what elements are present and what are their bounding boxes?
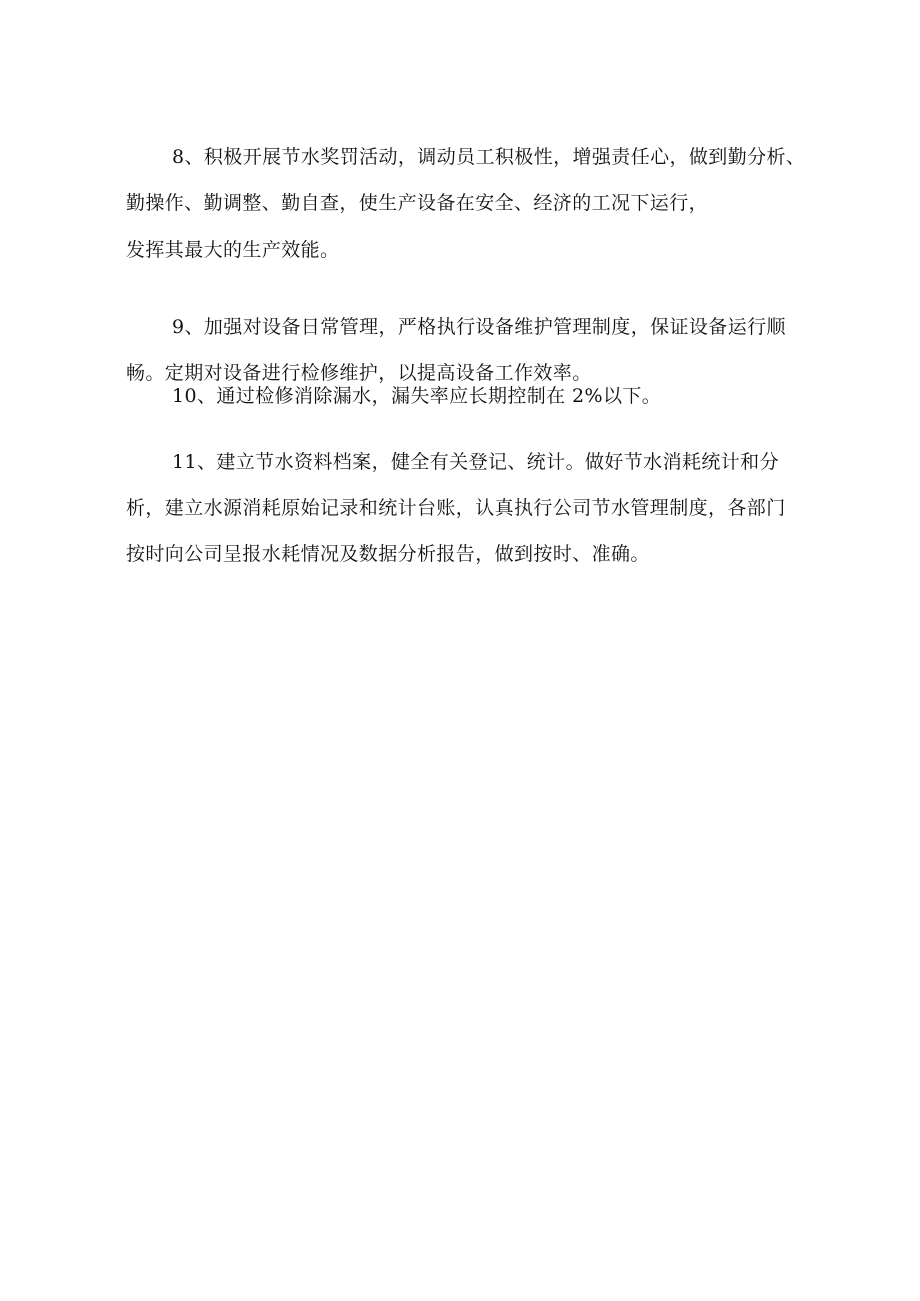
paragraph-10: [126, 381, 826, 411]
paragraph-8-line-1: 8、积极开展节水奖罚活动，调动员工积极性，增强责任心，做到勤分析、: [172, 146, 806, 168]
paragraph-8-line-3: 发挥其最大的生产效能。: [126, 239, 340, 261]
paragraph-11-line-3: 按时向公司呈报水耗情况及数据分析报告，做到按时、准确。: [126, 543, 650, 565]
paragraph-11-line-2: 析，建立水源消耗原始记录和统计台账，认真执行公司节水管理制度，各部门: [126, 497, 786, 519]
paragraph-11: [126, 447, 826, 569]
paragraph-9: [126, 312, 826, 388]
paragraph-11-line-1: 11、建立节水资料档案，健全有关登记、统计。做好节水消耗统计和分: [172, 451, 779, 473]
paragraph-9-line-1: 9、加强对设备日常管理，严格执行设备维护管理制度，保证设备运行顺: [172, 316, 786, 338]
paragraph-8-line-2: 勤操作、勤调整、勤自查，使生产设备在安全、经济的工况下运行，: [126, 192, 709, 214]
paragraph-9-line-2: 畅。定期对设备进行检修维护，以提高设备工作效率。: [126, 362, 592, 384]
paragraph-8: [126, 142, 826, 265]
paragraph-10-line-1: 10、通过检修消除漏水，漏失率应长期控制在 2%以下。: [172, 385, 662, 407]
